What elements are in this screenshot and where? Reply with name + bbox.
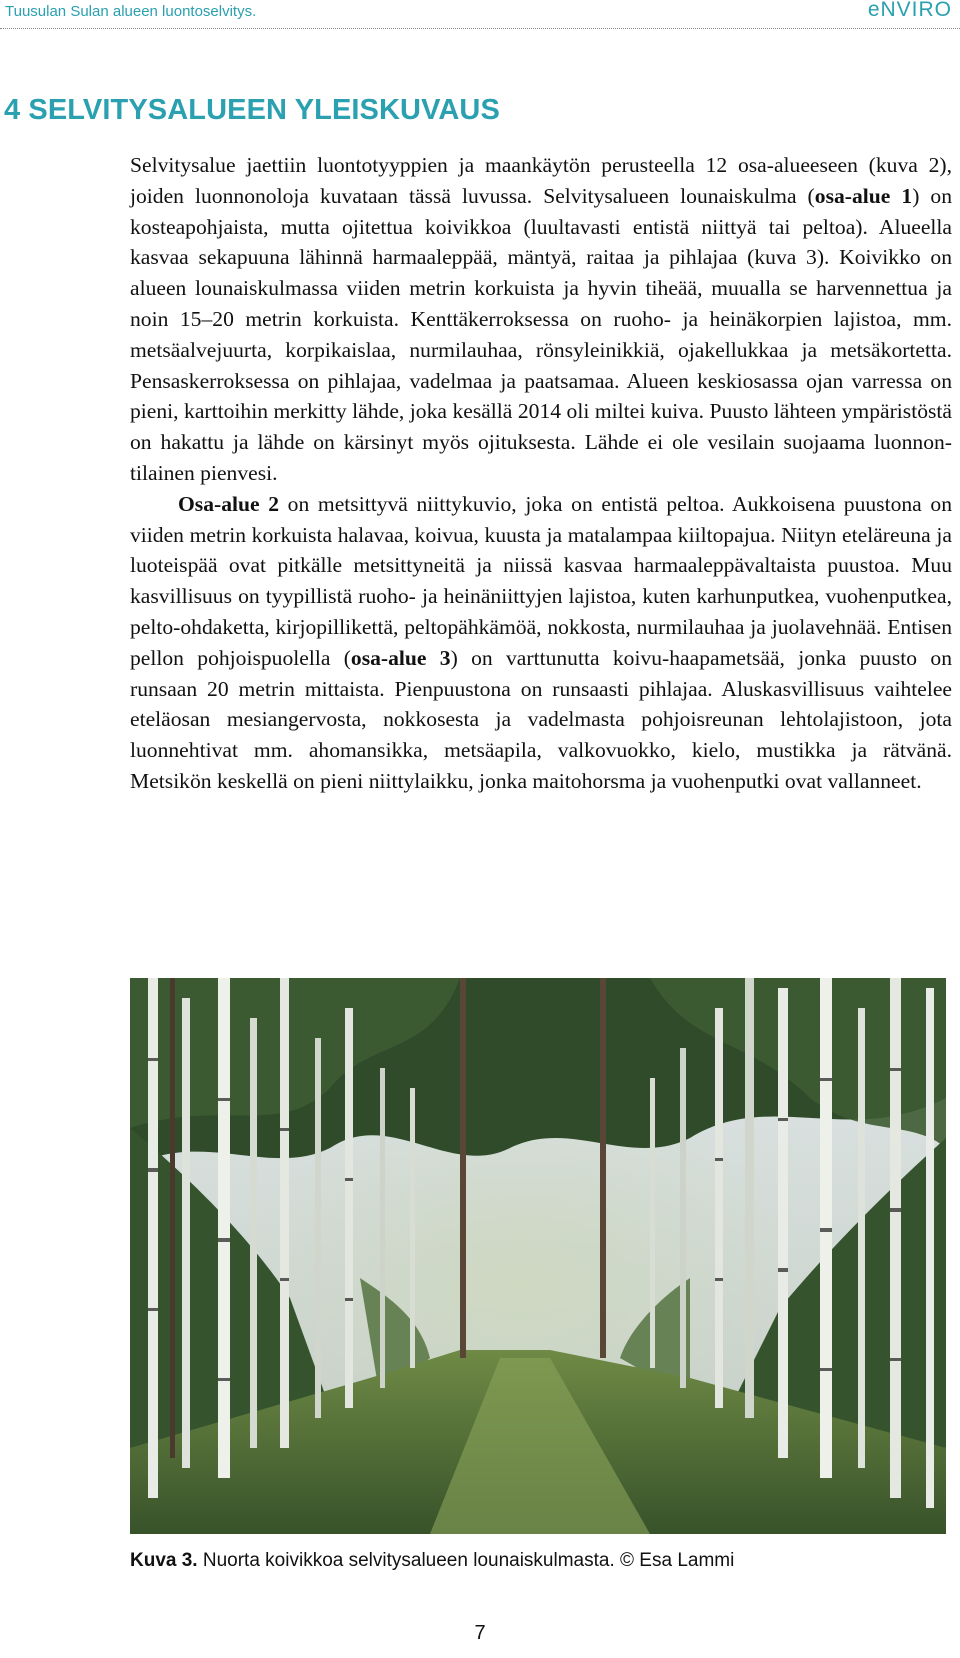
birch-forest-photo	[130, 978, 946, 1534]
area-label-3: osa-alue 3	[350, 645, 451, 670]
body-text	[130, 150, 952, 797]
paragraph-1: Selvitysalue jaettiin luontotyyppien ja maankäytön perusteella 12 osa-alueeseen (kuva 2), joiden luonnonoloja kuvataan tässä luvussa. Selvitysalueen lounaiskulma (osa-alue 1) on kosteapohjaista, mutta ojitettua koivikkoa (luultavasti entistä niittyä tai peltoa). Alueella kasvaa sekapuuna lähinnä harmaaleppää, mäntyä, raitaa ja pihlajaa (kuva 3). Koivikko on alueen lounaiskulmassa viiden metrin korkuista ja hyvin tiheää, muualla se harvennettua ja noin 15–20 metrin korkuista. Kenttäkerroksessa on ruoho- ja heinäkorpien lajistoa, mm. metsäalvejuurta, korpikaislaa, nurmilauhaa, rönsyleinikkiä, ojakellukkaa ja metsäkortetta. Pensaskerroksessa on pihlajaa, vadelmaa ja paatsamaa. Alueen keskiosassa ojan varressa on pieni, karttoihin merkitty lähde, joka kesällä 2014 oli miltei kuiva. Puusto lähteen ympäristöstä on hakattu ja lähde on kärsinyt myös ojituksesta. Lähde ei ole vesilain suojaama luonnontilainen pienvesi.	[130, 153, 953, 485]
enviro-logo: eNVIRO	[867, 0, 952, 21]
caption-label: Kuva 3.	[130, 1550, 198, 1571]
page-number: 7	[474, 1622, 486, 1644]
figure-caption	[130, 1550, 734, 1572]
caption-text: Nuorta koivikkoa selvitysalueen lounaiskulmasta. © Esa Lammi	[197, 1550, 735, 1571]
paragraph-2: Osa-alue 2 on metsittyvä niittykuvio, joka on entistä peltoa. Aukkoisena puustona on viiden metrin korkuista halavaa, koivua, kuusta ja matalampaa kiiltopajua. Niityn eteläreuna ja luoteispää ovat pitkälle metsittyneitä ja niissä kasvaa harmaaleppävaltaista puustoa. Muu kasvillisuus on tyypillistä ruoho- ja heinäniittyjen lajistoa, kuten karhunputkea, vuohenputkea, pelto-ohdaketta, kirjopillikettä, peltopähkämöä, nokkosta, nurmilauhaa ja juolavehnää. Entisen pellon pohjoispuolella (osa-alue 3) on varttunutta koivu-haapametsää, jonka puusto on runsaan 20 metrin mittaista. Pienpuustona on runsaasti pihlajaa. Aluskasvillisuus vaihtelee eteläosan mesiangervosta, nokkosesta ja vadelmasta pohjoisreunan lehtolajistoon, jota luonnehtivat mm. ahomansikka, metsäapila, valkovuokko, kielo, mustikka ja rätvänä. Metsikön keskellä on pieni niittylaikku, jonka maitohorsma ja vuohenputki ovat vallanneet.	[130, 491, 952, 793]
header-divider	[0, 28, 960, 29]
page-header	[0, 0, 960, 30]
area-label-2: Osa-alue 2	[178, 491, 280, 516]
area-label-1: osa-alue 1	[814, 183, 913, 208]
section-heading: 4 SELVITYSALUEEN YLEISKUVAUS	[4, 94, 500, 126]
document-title: Tuusulan Sulan alueen luontoselvitys.	[5, 3, 257, 20]
